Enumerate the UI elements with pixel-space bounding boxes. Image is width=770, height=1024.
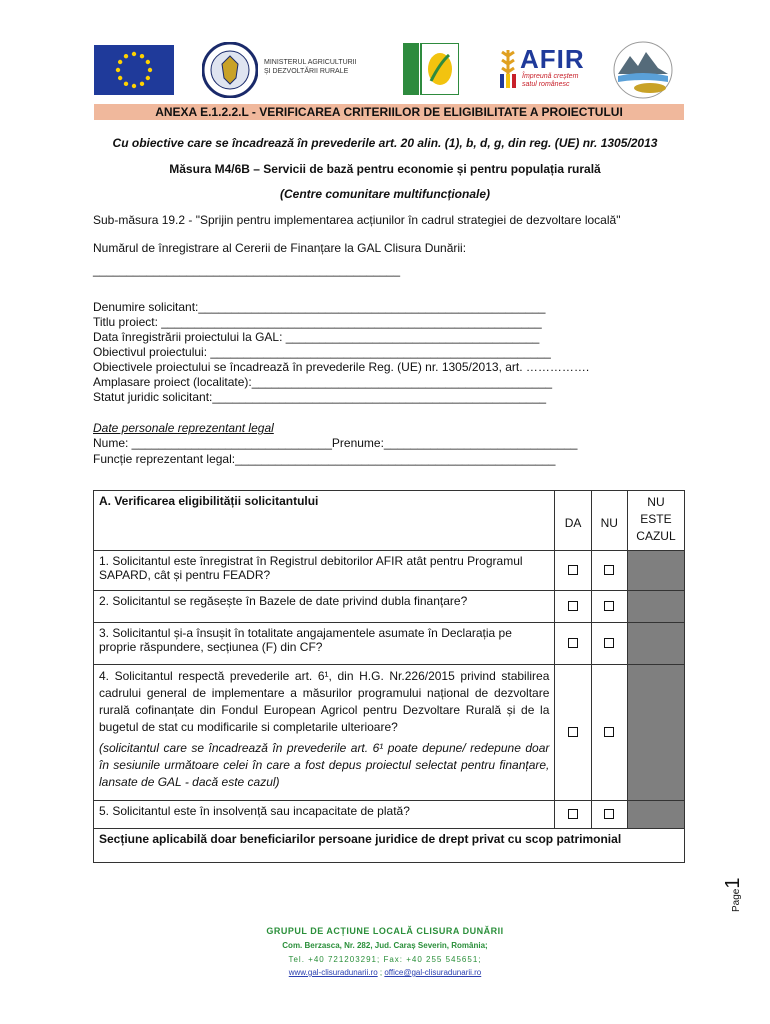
criterion-text: 4. Solicitantul respectă prevederile art. 6¹, din H.G. Nr.226/2015 privind stabilirea cadrului general de implementare a măsurilor programului național de dezvoltare rurală cofinanțate din Fondul European Agricol pentru Dezvoltare Rurală și de la bugetul de stat cu modificarile si completarile ulterioare?: [99, 669, 550, 734]
section-footer-text: Secțiune aplicabilă doar beneficiarilor persoane juridice de drept privat cu scop patrimonial: [94, 829, 685, 863]
checkbox-nu[interactable]: [604, 638, 614, 648]
table-row: [94, 551, 685, 591]
field-applicant-name: Denumire solicitant:____________________________________________________: [93, 300, 546, 314]
field-legal-status: Statut juridic solicitant:__________________________________________________: [93, 390, 547, 404]
measure-title: Măsura M4/6B – Servicii de bază pentru economie și pentru populația rurală: [169, 162, 601, 176]
criterion-text: 1. Solicitantul este înregistrat în Registrul debitorilor AFIR atât pentru Programul SAPARD, cât și pentru FEADR?: [94, 551, 555, 591]
eu-star-icon: [148, 68, 152, 72]
page-indicator: [722, 877, 762, 912]
checkbox-da[interactable]: [568, 727, 578, 737]
gal-clisura-logo-icon: [612, 40, 674, 100]
table-row: [94, 665, 685, 801]
criterion-text: 2. Solicitantul se regăsește în Bazele de date privind dubla finanțare?: [94, 591, 555, 623]
table-header-title: A. Verificarea eligibilității solicitantului: [94, 491, 555, 551]
footer-address: Com. Berzasca, Nr. 282, Jud. Caraș Severin, România;: [282, 941, 488, 950]
not-applicable-cell: [627, 551, 684, 591]
eu-star-icon: [146, 60, 150, 64]
checkbox-da[interactable]: [568, 565, 578, 575]
column-nu: NU: [591, 491, 627, 551]
checkbox-nu[interactable]: [604, 565, 614, 575]
column-da: DA: [555, 491, 591, 551]
eu-star-icon: [132, 52, 136, 56]
eu-flag-icon: [94, 45, 174, 95]
checkbox-nu[interactable]: [604, 727, 614, 737]
eu-star-icon: [116, 68, 120, 72]
ministry-name: MINISTERUL AGRICULTURII ȘI DEZVOLTĂRII RURALE: [264, 59, 357, 75]
field-project-title: Titlu proiect: _________________________________________________________: [93, 315, 542, 329]
checkbox-nu[interactable]: [604, 809, 614, 819]
field-objectives-regulation: Obiectivele proiectului se încadrează în prevederile Reg. (UE) nr. 1305/2013, art. …………….: [93, 360, 590, 374]
criterion-text: 3. Solicitantul și-a însușit în totalitate angajamentele asumate în Declarația pe proprie răspundere, secțiunea (F) din CF?: [94, 623, 555, 665]
submeasure-text: Sub-măsura 19.2 - "Sprijin pentru implementarea acțiunilor în cadrul strategiei de dezvoltare locală": [93, 213, 621, 227]
page-number: 1: [722, 877, 744, 889]
ministry-seal-icon: [202, 42, 258, 98]
not-applicable-cell: [627, 591, 684, 623]
eu-star-icon: [146, 76, 150, 80]
checkbox-nu[interactable]: [604, 601, 614, 611]
footer-phone: Tel. +40 721203291; Fax: +40 255 545651;: [288, 955, 482, 964]
not-applicable-cell: [627, 665, 684, 801]
page-label: Page: [731, 888, 742, 912]
criterion-note: (solicitantul care se încadrează în prevederile art. 6¹ poate depune/ redepune doar în sesiunile următoare celei în care a fost depus proiectul selectat pentru finanțare, lansate de GAL - dacă este cazul): [99, 741, 550, 789]
eu-star-icon: [140, 82, 144, 86]
personal-data-heading: Date personale reprezentant legal: [93, 421, 274, 435]
checkbox-da[interactable]: [568, 809, 578, 819]
eu-star-icon: [132, 84, 136, 88]
measure-subtitle: (Centre comunitare multifuncționale): [279, 187, 491, 201]
field-representative-function: Funcție reprezentant legal:________________________________________________: [93, 452, 556, 466]
afir-wheat-icon: [496, 44, 520, 90]
eu-star-icon: [140, 54, 144, 58]
footer-contacts: www.gal-clisuradunarii.ro ; office@gal-clisuradunarii.ro: [288, 968, 482, 977]
table-row: [94, 801, 685, 829]
not-applicable-cell: [627, 623, 684, 665]
field-project-location: Amplasare proiect (localitate):_____________________________________________: [93, 375, 553, 389]
leader-logo-icon: [403, 43, 459, 95]
logo-row: [0, 40, 770, 100]
table-row: [94, 829, 685, 863]
afir-slogan: Împreună creștem satul românesc: [522, 73, 579, 88]
footer-org: GRUPUL DE ACȚIUNE LOCALĂ CLISURA DUNĂRII: [266, 926, 504, 936]
field-project-objective: Obiectivul proiectului: ___________________________________________________: [93, 345, 551, 359]
field-representative-name: Nume: ______________________________Prenume:_____________________________: [93, 436, 578, 450]
not-applicable-cell: [627, 801, 684, 829]
annex-title: ANEXA E.1.2.2.L - VERIFICAREA CRITERIILOR DE ELIGIBILITATE A PROIECTULUI: [94, 104, 684, 120]
column-nu-este-cazul: NU ESTE CAZUL: [627, 491, 684, 551]
criterion-text: 5. Solicitantul este în insolvență sau incapacitate de plată?: [94, 801, 555, 829]
checkbox-da[interactable]: [568, 638, 578, 648]
eligibility-table: [93, 490, 685, 863]
field-registration-date: Data înregistrării proiectului la GAL: ______________________________________: [93, 330, 540, 344]
table-row: [94, 623, 685, 665]
footer-website-link[interactable]: www.gal-clisuradunarii.ro: [288, 968, 378, 977]
footer-email-link[interactable]: office@gal-clisuradunarii.ro: [384, 968, 482, 977]
eu-star-icon: [118, 76, 122, 80]
subtitle: Cu obiective care se încadrează în prevederile art. 20 alin. (1), b, d, g, din reg. (UE) nr. 1305/2013: [112, 136, 658, 150]
table-row: [94, 591, 685, 623]
eu-star-icon: [118, 60, 122, 64]
eu-star-icon: [124, 82, 128, 86]
afir-logo-text: AFIR: [520, 44, 585, 74]
registration-number-line: ______________________________________________: [93, 263, 400, 277]
registration-number-label: Numărul de înregistrare al Cererii de Finanțare la GAL Clisura Dunării:: [93, 241, 467, 255]
checkbox-da[interactable]: [568, 601, 578, 611]
eu-star-icon: [124, 54, 128, 58]
